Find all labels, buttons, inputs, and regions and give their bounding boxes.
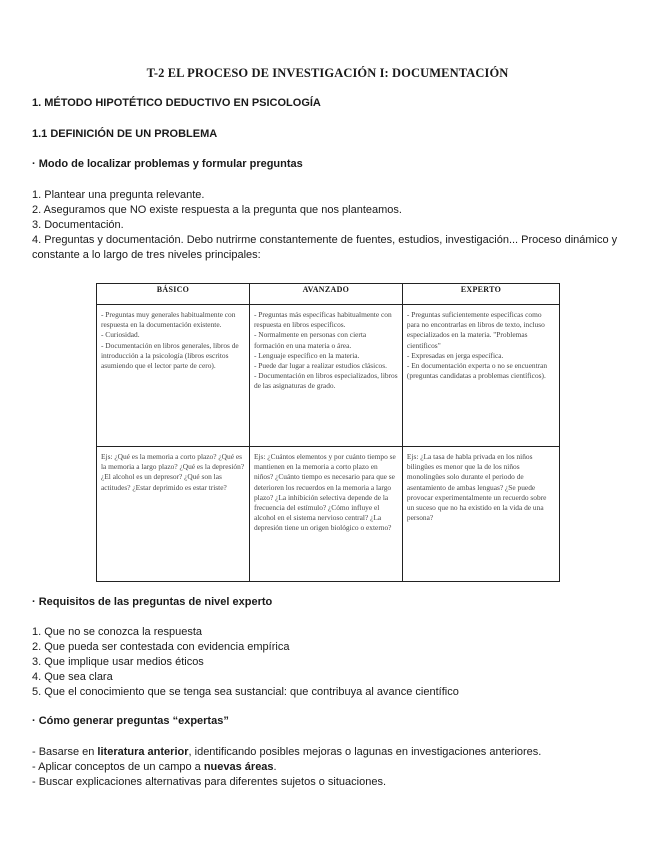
table-row <box>97 305 560 447</box>
table-header-row <box>97 284 560 305</box>
text-emphasis: nuevas áreas <box>203 761 274 773</box>
cell-avanzado-examples <box>249 447 402 582</box>
steps-list <box>32 188 632 263</box>
generar-list <box>32 745 541 790</box>
generar-heading: · Cómo generar preguntas “expertas” <box>32 715 229 727</box>
list-item <box>32 775 541 790</box>
header-avanzado: AVANZADO <box>249 284 402 305</box>
cell-text: - Preguntas suficientemente específicas como para no encontrarlas en libros de texto, incluso especializados en la materia. "Problemas científicos" - Expresadas en jerga específica. - En documentación experta o no se encuentran (preguntas candidatas a problemas científicos). <box>406 310 548 381</box>
list-item: 5. Que el conocimiento que se tenga sea sustancial: que contribuya al avance científico <box>32 686 459 698</box>
cell-avanzado-description <box>249 305 402 447</box>
cell-basico-description <box>97 305 250 447</box>
section-heading-1-1: 1.1 DEFINICIÓN DE UN PROBLEMA <box>32 128 218 140</box>
text-run: - Buscar explicaciones alternativas para diferentes sujetos o situaciones. <box>32 776 387 788</box>
list-item: 4. Que sea clara <box>32 671 113 683</box>
cell-experto-description <box>402 305 559 447</box>
levels-table <box>96 283 560 582</box>
list-item: 1. Que no se conozca la respuesta <box>32 626 202 638</box>
list-item: 4. Preguntas y documentación. Debo nutrirme constantemente de fuentes, estudios, investigación... Proceso dinámico y constante a lo largo de tres niveles principales: <box>32 234 618 261</box>
text-run: - Basarse en <box>32 746 98 758</box>
text-run: - Aplicar conceptos de un campo a <box>32 761 204 773</box>
requisitos-heading: · Requisitos de las preguntas de nivel experto <box>32 596 273 608</box>
list-item: 3. Documentación. <box>32 219 124 231</box>
section-heading-1: 1. MÉTODO HIPOTÉTICO DEDUCTIVO EN PSICOLOGÍA <box>32 97 321 109</box>
cell-text: - Preguntas muy generales habitualmente con respuesta en la documentación existente. - Curiosidad. - Documentación en libros generales, libros de introducción a la psicología (libros escritos asumiendo que el lector parte de cero). <box>101 310 239 371</box>
list-item: 2. Que pueda ser contestada con evidencia empírica <box>32 641 290 653</box>
list-item: 1. Plantear una pregunta relevante. <box>32 189 205 201</box>
header-basico: BÁSICO <box>97 284 250 305</box>
cell-text: - Preguntas más específicas habitualmente con respuesta en libros específicos. - Normalmente en personas con cierta formación en una materia o área. - Lenguaje específico en la materia. - Puede dar lugar a realizar estudios clásicos. - Documentación en libros especializados, libros de las asignaturas de grado. <box>253 310 398 391</box>
table-row <box>97 447 560 582</box>
list-item <box>32 745 541 760</box>
text-run: , identificando posibles mejoras o lagunas en investigaciones anteriores. <box>188 746 542 758</box>
cell-text: Ejs: ¿Qué es la memoria a corto plazo? ¿Qué es la memoria a largo plazo? ¿Qué es la depresión? ¿El alcohol es un depresor? ¿Qué son las actitudes? ¿Estar deprimido es estar triste? <box>101 452 245 492</box>
cell-text: Ejs: ¿Cuántos elementos y por cuánto tiempo se mantienen en la memoria a corto plazo en niños? ¿Cuánto tiempo es necesario para que se deterioren los recuerdos en la memoria a largo plazo? ¿La inhibición selectiva depende de la frecuencia del estímulo? ¿Cómo influye el alcohol en el sistema nervioso central? ¿La depresión tiene un origen biológico o externo? <box>253 452 396 533</box>
cell-basico-examples <box>97 447 250 582</box>
header-experto: EXPERTO <box>402 284 559 305</box>
text-emphasis: literatura anterior <box>97 746 189 758</box>
cell-text: Ejs: ¿La tasa de habla privada en los niños bilingües es menor que la de los niños monolingües solo durante el periodo de asentamiento de ambas lenguas? ¿Se puede provocar experimentalmente un recuerdo sobre un suceso que no ha existido en la vida de una persona? <box>406 452 547 523</box>
list-item: 2. Aseguramos que NO existe respuesta a la pregunta que nos planteamos. <box>32 204 402 216</box>
document-title: T-2 EL PROCESO DE INVESTIGACIÓN I: DOCUMENTACIÓN <box>146 66 509 80</box>
requisitos-list <box>32 625 459 700</box>
cell-experto-examples <box>402 447 559 582</box>
list-item <box>32 760 541 775</box>
text-run: . <box>273 761 277 773</box>
localize-heading: · Modo de localizar problemas y formular preguntas <box>32 158 303 170</box>
list-item: 3. Que implique usar medios éticos <box>32 656 204 668</box>
